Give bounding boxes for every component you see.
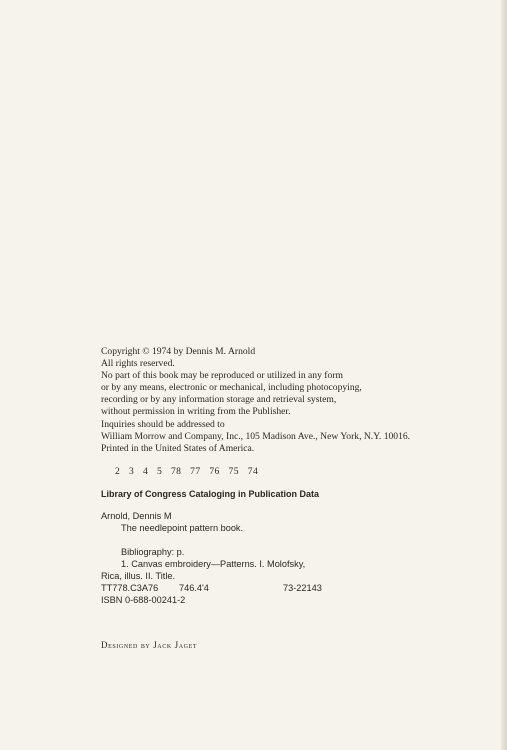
cip-subjects-2: Rica, illus. II. Title. — [101, 571, 176, 581]
cip-classification-row — [101, 582, 322, 594]
copyright-line: recording or by any information storage and retrieval system, — [101, 394, 337, 406]
cip-heading: Library of Congress Cataloging in Publication Data — [101, 489, 320, 499]
copyright-line: No part of this book may be reproduced or utilized in any form — [101, 370, 343, 382]
designer-credit: Designed by Jack Jaget — [101, 640, 198, 650]
cip-call-number: TT778.C3A76 — [101, 583, 159, 593]
copyright-line: or by any means, electronic or mechanical, including photocopying, — [101, 382, 362, 394]
copyright-notice — [101, 346, 410, 455]
copyright-line: Inquiries should be addressed to — [101, 418, 225, 430]
cip-lccn: 73-22143 — [283, 583, 322, 593]
cip-title: The needlepoint pattern book. — [121, 523, 244, 533]
copyright-line: without permission in writing from the Publisher. — [101, 406, 291, 418]
page-edge-shadow — [501, 0, 507, 750]
cip-author: Arnold, Dennis M — [101, 511, 172, 521]
copyright-line: Printed in the United States of America. — [101, 442, 255, 454]
cip-bibliography: Bibliography: p. — [121, 547, 185, 557]
printing-line: 2 3 4 5 78 77 76 75 74 — [115, 466, 259, 477]
cip-subjects-1: 1. Canvas embroidery—Patterns. I. Molofsky, — [121, 559, 306, 569]
cip-isbn: ISBN 0-688-00241-2 — [101, 595, 186, 605]
cip-dewey: 746.4'4 — [179, 583, 209, 593]
copyright-line: William Morrow and Company, Inc., 105 Madison Ave., New York, N.Y. 10016. — [101, 430, 411, 442]
copyright-line: Copyright © 1974 by Dennis M. Arnold — [101, 346, 256, 357]
copyright-line: All rights reserved. — [101, 358, 175, 370]
cip-data — [101, 510, 322, 606]
